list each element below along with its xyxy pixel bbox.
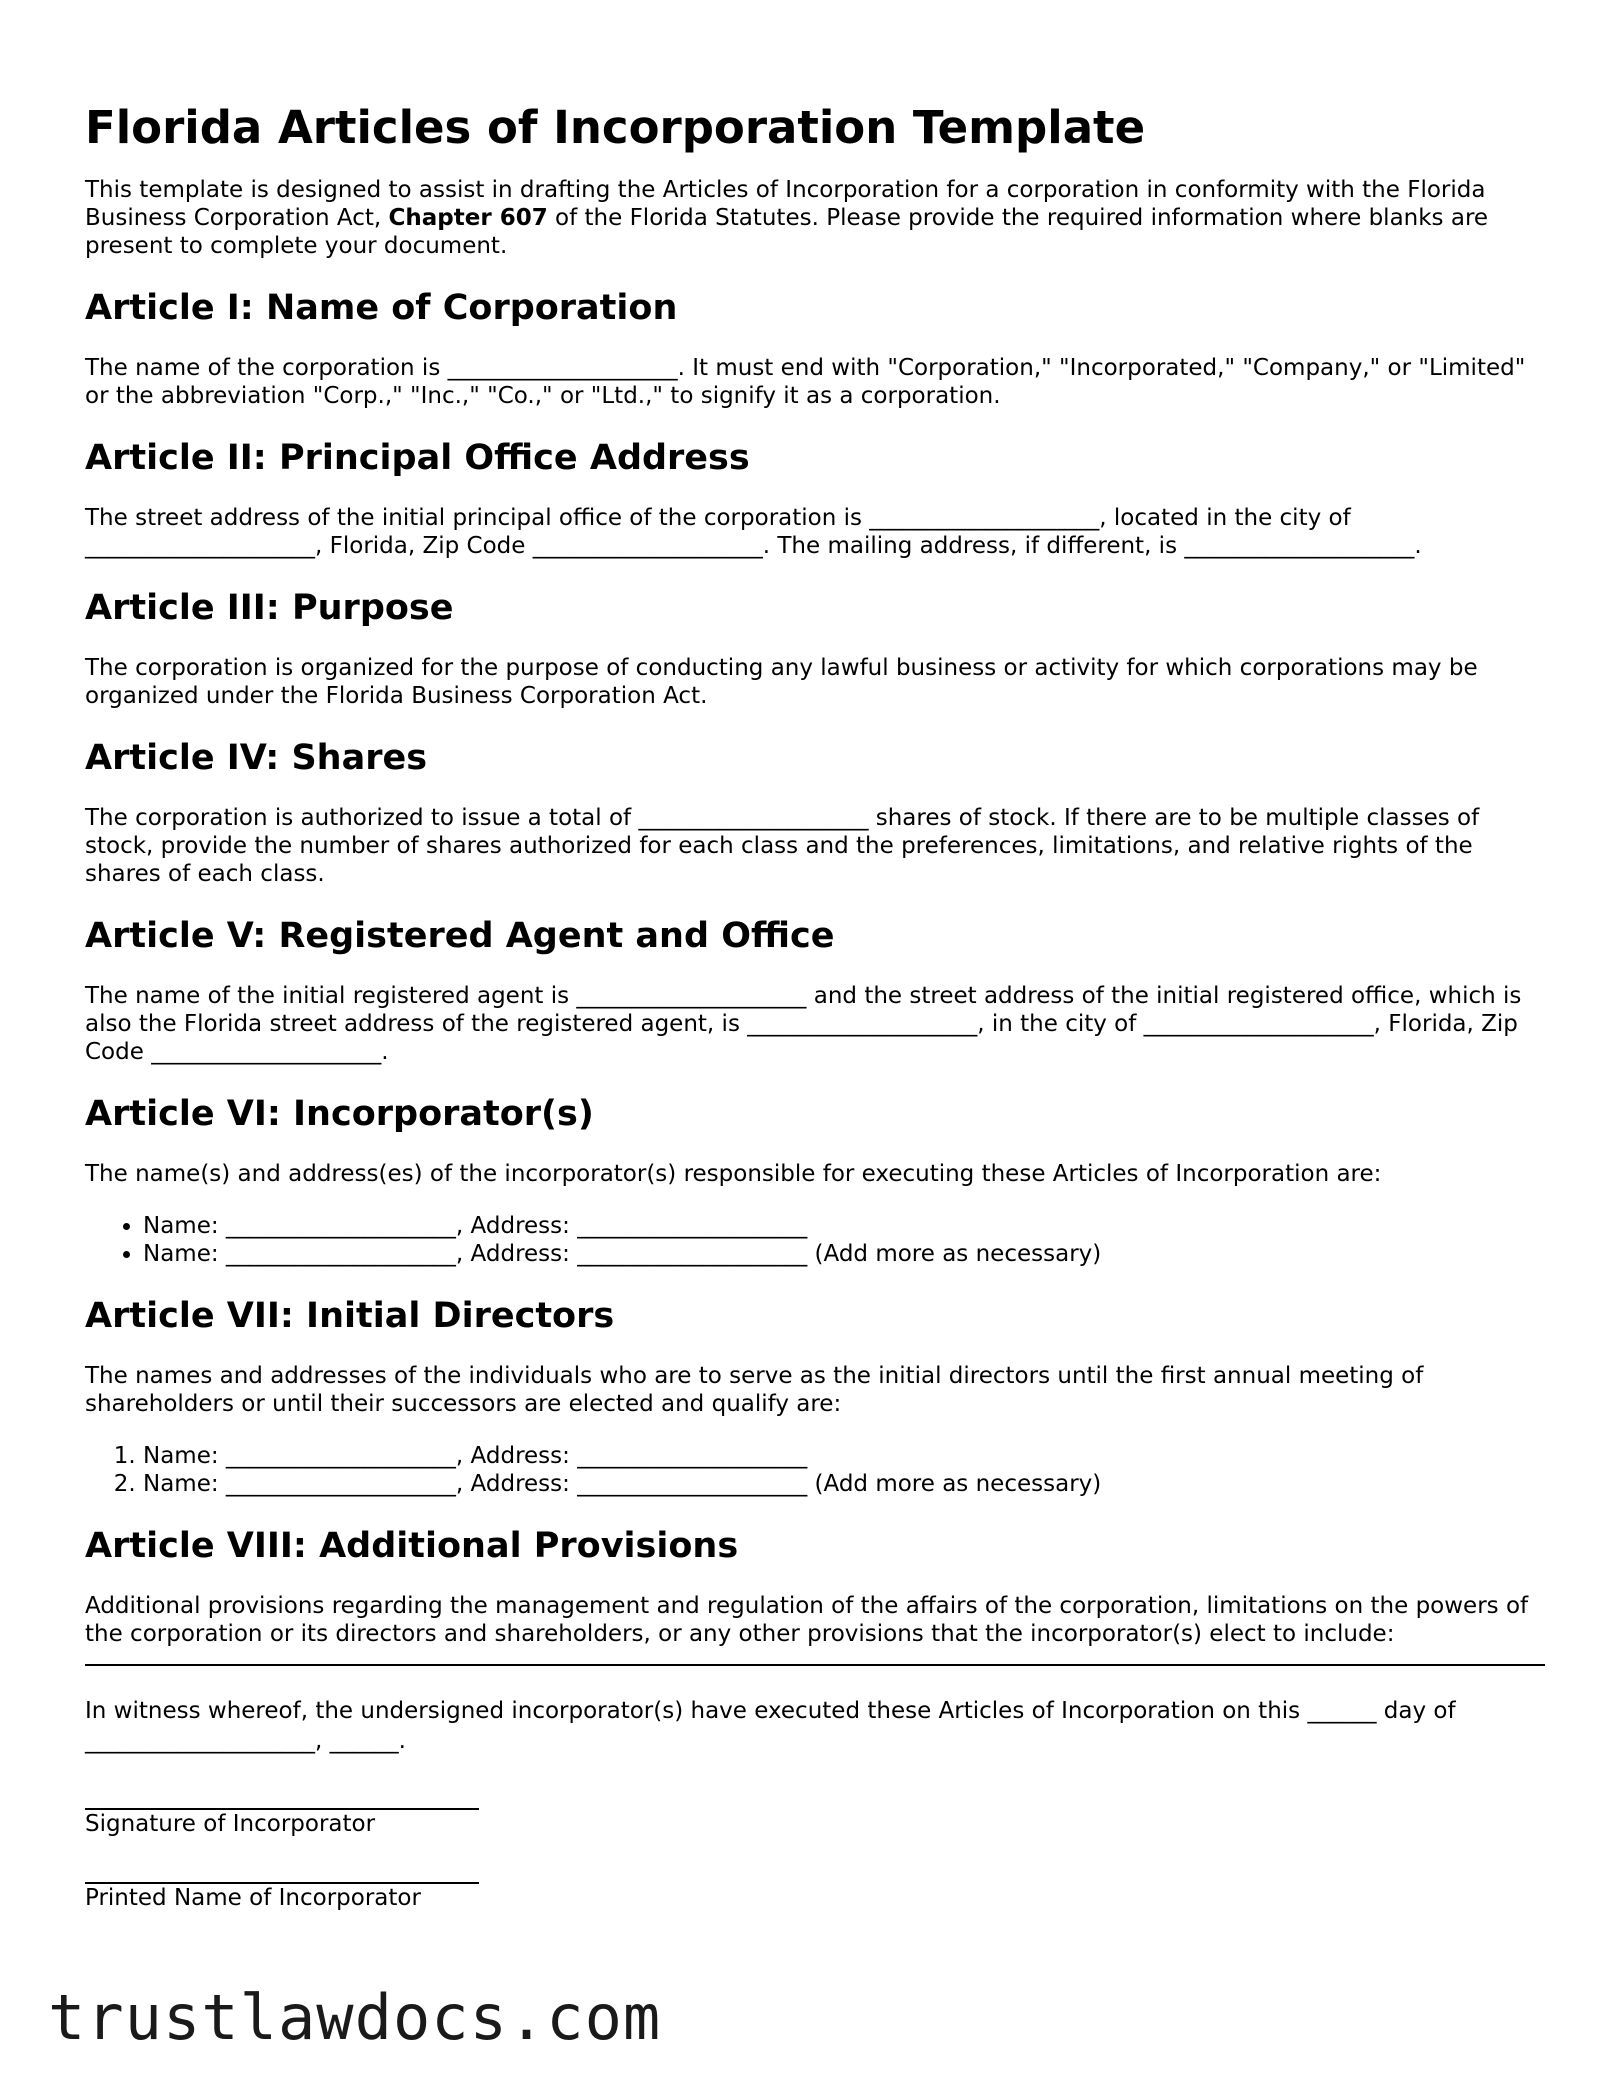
address-label: , Address:	[455, 1213, 578, 1239]
article-2-text	[85, 504, 1545, 560]
document-title: Florida Articles of Incorporation Template	[85, 101, 1146, 154]
article-8-heading: Article VIII: Additional Provisions	[85, 1526, 739, 1566]
article-1-text-end: . It must end with "Corporation," "Incorporated," "Company," or "Limited" or the abbreviation "Corp.," "Inc.," "Co.," or "Ltd.," to signify it as a corporation.	[85, 355, 1526, 409]
article-4-text-part: The corporation is authorized to issue a total of	[85, 805, 639, 831]
principal-city-blank[interactable]: ____________________	[85, 533, 315, 559]
article-1-text	[85, 354, 1545, 410]
incorporator-address-blank[interactable]: ____________________	[577, 1213, 808, 1239]
signature-block	[85, 1782, 1545, 1912]
article-7-text: The names and addresses of the individuals who are to serve as the initial directors until the first annual meeting of shareholders or until their successors are elected and qualify are:	[85, 1363, 1424, 1417]
registered-office-street-blank[interactable]: ____________________	[747, 1011, 978, 1037]
name-label: Name:	[143, 1241, 226, 1267]
name-label: Name:	[143, 1213, 226, 1239]
mailing-address-blank[interactable]: ____________________	[1184, 533, 1415, 559]
witness-text	[85, 1696, 1545, 1756]
principal-street-blank[interactable]: ____________________	[869, 505, 1100, 531]
article-1-text-start: The name of the corporation is	[85, 355, 448, 381]
witness-text-part: day of	[1376, 1698, 1456, 1724]
article-4-text	[85, 804, 1545, 888]
witness-text-part: In witness whereof, the undersigned incorporator(s) have executed these Articles of Incorporation on this	[85, 1698, 1308, 1724]
registered-office-city-blank[interactable]: ____________________	[1143, 1011, 1374, 1037]
add-more-note: (Add more as necessary)	[807, 1241, 1102, 1267]
address-label: , Address:	[455, 1241, 578, 1267]
add-more-note: (Add more as necessary)	[807, 1471, 1102, 1497]
article-1-heading: Article I: Name of Corporation	[85, 288, 678, 328]
address-label: , Address:	[455, 1471, 578, 1497]
article-3-heading: Article III: Purpose	[85, 588, 454, 628]
list-item	[143, 1442, 1545, 1470]
director-address-blank[interactable]: ____________________	[577, 1471, 808, 1497]
article-2-text-part: . The mailing address, if different, is	[762, 533, 1185, 559]
article-2-text-part: .	[1414, 533, 1422, 559]
list-item	[143, 1470, 1545, 1498]
printed-name-label: Printed Name of Incorporator	[85, 1885, 421, 1911]
article-6-heading: Article VI: Incorporator(s)	[85, 1094, 594, 1134]
signature-label: Signature of Incorporator	[85, 1811, 376, 1837]
list-item	[143, 1212, 1545, 1240]
name-label: Name:	[143, 1443, 226, 1469]
incorporator-name-blank[interactable]: ____________________	[225, 1241, 456, 1267]
intro-text-start: This template is designed to assist in drafting the Articles of Incorporation for a corporation in conformity with the Florida Business Corporation Act,	[85, 177, 1486, 231]
intro-text-end: of the Florida Statutes. Please provide the required information where blanks are present to complete your document.	[85, 205, 1489, 259]
witness-text-part: .	[398, 1728, 406, 1754]
incorporator-name-blank[interactable]: ____________________	[225, 1213, 456, 1239]
name-label: Name:	[143, 1471, 226, 1497]
director-address-blank[interactable]: ____________________	[577, 1443, 808, 1469]
article-2-text-part: , located in the city of	[1099, 505, 1351, 531]
watermark-text: trustlawdocs.com	[48, 1981, 662, 2054]
article-6-text: The name(s) and address(es) of the incorporator(s) responsible for executing these Articles of Incorporation are:	[85, 1161, 1382, 1187]
principal-zip-blank[interactable]: ____________________	[532, 533, 763, 559]
article-4-text-part: shares of stock. If there are to be multiple classes of stock, provide the number of shares authorized for each class and the preferences, limitations, and relative rights of the shares of each class.	[85, 805, 1480, 887]
witness-year-blank[interactable]: ______	[329, 1728, 399, 1754]
article-5-text-part: and the street address of the initial registered office, which is also the Florida street address of the registered agent, is	[85, 983, 1522, 1037]
article-5-text-part: , in the city of	[977, 1011, 1144, 1037]
article-7-heading: Article VII: Initial Directors	[85, 1296, 615, 1336]
address-label: , Address:	[455, 1443, 578, 1469]
witness-month-blank[interactable]: ____________________	[85, 1728, 315, 1754]
incorporator-list	[85, 1212, 1545, 1268]
article-5-text	[85, 982, 1545, 1066]
article-2-text-part: The street address of the initial principal office of the corporation is	[85, 505, 870, 531]
article-5-heading: Article V: Registered Agent and Office	[85, 916, 835, 956]
witness-day-blank[interactable]: ______	[1307, 1698, 1377, 1724]
article-2-text-part: , Florida, Zip Code	[315, 533, 533, 559]
incorporator-address-blank[interactable]: ____________________	[577, 1241, 808, 1267]
corporation-name-blank[interactable]: ____________________	[447, 355, 678, 381]
article-5-text-part: The name of the initial registered agent is	[85, 983, 577, 1009]
witness-text-part: ,	[315, 1728, 330, 1754]
article-5-text-part: , Florida, Zip Code	[85, 1011, 1518, 1065]
director-name-blank[interactable]: ____________________	[225, 1443, 456, 1469]
article-3-text: The corporation is organized for the purpose of conducting any lawful business or activity for which corporations may be organized under the Florida Business Corporation Act.	[85, 655, 1478, 709]
article-5-text-part: .	[381, 1039, 389, 1065]
registered-agent-name-blank[interactable]: ____________________	[576, 983, 807, 1009]
article-4-heading: Article IV: Shares	[85, 738, 428, 778]
document-page	[85, 100, 1545, 1912]
total-shares-blank[interactable]: ____________________	[638, 805, 869, 831]
director-name-blank[interactable]: ____________________	[225, 1471, 456, 1497]
registered-office-zip-blank[interactable]: ____________________	[151, 1039, 382, 1065]
list-item	[143, 1240, 1545, 1268]
article-8-text: Additional provisions regarding the management and regulation of the affairs of the corporation, limitations on the powers of the corporation or its directors and shareholders, or any other provisions that the incorporator(s) elect to include:	[85, 1593, 1529, 1647]
intro-paragraph	[85, 176, 1545, 260]
additional-provisions-line[interactable]	[85, 1664, 1545, 1666]
directors-list	[85, 1442, 1545, 1498]
intro-chapter-bold: Chapter 607	[388, 205, 548, 231]
article-2-heading: Article II: Principal Office Address	[85, 438, 750, 478]
